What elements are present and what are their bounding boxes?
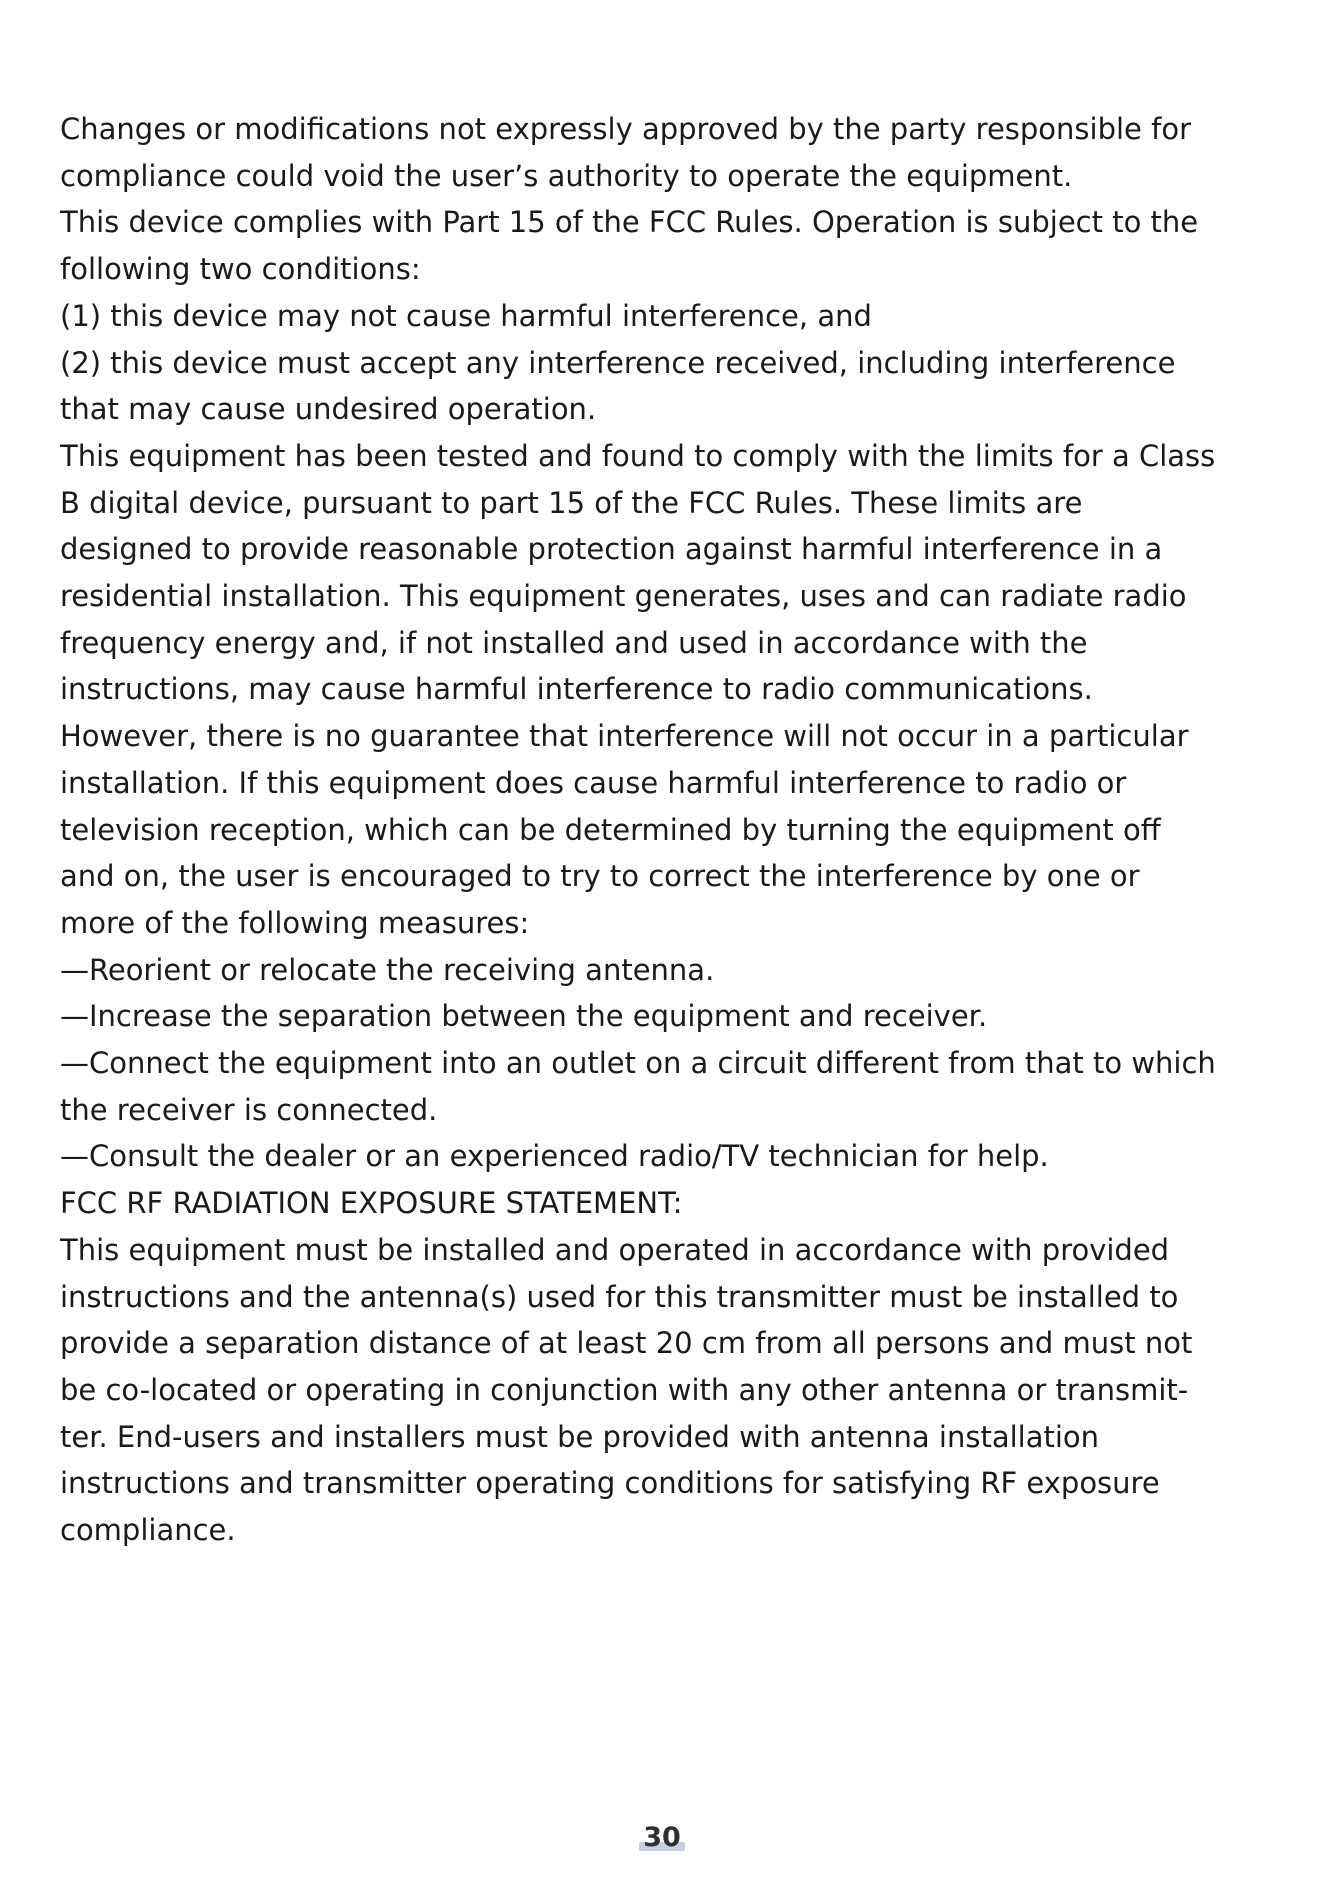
text-line: This equipment has been tested and found to comply with the limits for a Class [60, 438, 1216, 473]
text-line: instructions, may cause harmful interference to radio communications. [60, 672, 1093, 707]
page-footer [0, 1822, 1324, 1883]
text-line: B digital device, pursuant to part 15 of the FCC Rules. These limits are [60, 485, 1083, 520]
text-line: instructions and transmitter operating conditions for satisfying RF exposure [60, 1466, 1160, 1501]
text-line: frequency energy and, if not installed and used in accordance with the [60, 625, 1088, 660]
text-line: provide a separation distance of at least 20 cm from all persons and must not [60, 1326, 1193, 1361]
text-line: instructions and the antenna(s) used for this transmitter must be installed to [60, 1279, 1179, 1314]
modifications-warning-paragraph [60, 106, 1270, 199]
measure-item-continuation: the receiver is connected. [60, 1092, 438, 1127]
measure-item: —Reorient or relocate the receiving antenna. [60, 952, 715, 987]
page-number: 30 [639, 1823, 685, 1853]
rf-exposure-paragraph [60, 1180, 1270, 1554]
text-line: following two conditions: [60, 252, 421, 287]
text-line: designed to provide reasonable protection against harmful interference in a [60, 532, 1163, 567]
text-line: be co-located or operating in conjunction with any other antenna or transmit- [60, 1372, 1189, 1407]
text-line: Changes or modifications not expressly approved by the party responsible for [60, 112, 1191, 146]
measure-item: —Connect the equipment into an outlet on a circuit different from that to which [60, 1046, 1216, 1081]
text-line: installation. If this equipment does cause harmful interference to radio or [60, 765, 1127, 800]
text-line: This equipment must be installed and operated in accordance with provided [60, 1232, 1170, 1267]
condition-1-line: (1) this device may not cause harmful interference, and [60, 298, 872, 333]
text-line: However, there is no guarantee that interference will not occur in a particular [60, 719, 1189, 754]
part15-compliance-paragraph [60, 199, 1270, 433]
text-line: more of the following measures: [60, 905, 530, 940]
measure-item: —Increase the separation between the equipment and receiver. [60, 999, 988, 1034]
text-line: compliance could void the user’s authority to operate the equipment. [60, 158, 1073, 193]
document-body [60, 106, 1270, 1554]
text-line: residential installation. This equipment generates, uses and can radiate radio [60, 579, 1187, 614]
text-line: ter. End-users and installers must be provided with antenna installation [60, 1419, 1100, 1454]
text-line: that may cause undesired operation. [60, 392, 597, 427]
rf-exposure-heading: FCC RF RADIATION EXPOSURE STATEMENT: [60, 1186, 683, 1221]
text-line: television reception, which can be determined by turning the equipment off [60, 812, 1161, 847]
measure-item: —Consult the dealer or an experienced radio/TV technician for help. [60, 1139, 1049, 1174]
text-line: and on, the user is encouraged to try to correct the interference by one or [60, 859, 1140, 894]
text-line: This device complies with Part 15 of the FCC Rules. Operation is subject to the [60, 205, 1199, 240]
condition-2-line: (2) this device must accept any interference received, including interference [60, 345, 1176, 380]
class-b-device-paragraph [60, 433, 1270, 1180]
text-line: compliance. [60, 1513, 236, 1548]
